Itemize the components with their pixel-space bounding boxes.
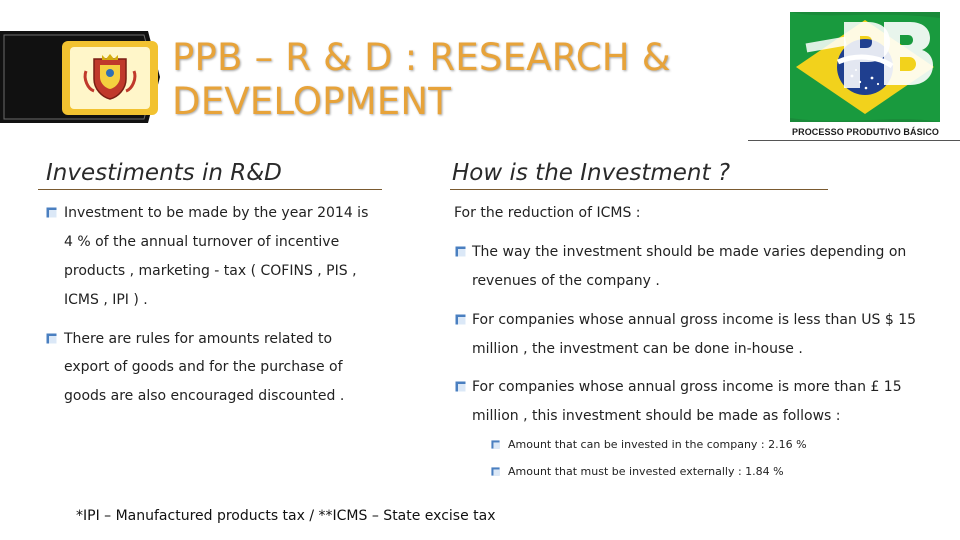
logo-caption: PROCESSO PRODUTIVO BÁSICO <box>792 127 940 137</box>
right-heading: How is the Investment ? <box>452 160 731 186</box>
title-line-1: PPB – R & D : RESEARCH & <box>172 36 671 79</box>
checkbox-bullet-icon <box>455 381 466 392</box>
footnote: *IPI – Manufactured products tax / **ICMS – State excise tax <box>76 508 496 524</box>
left-bullet1-line3: products , marketing - tax ( COFINS , PIS , <box>64 263 357 279</box>
left-bullet2-line2: export of goods and for the purchase of <box>64 359 343 375</box>
ppb-logo <box>786 10 960 145</box>
checkbox-bullet-icon <box>46 333 57 344</box>
right-sub-item-2: Amount that must be invested externally : 1.84 % <box>508 465 784 478</box>
left-bullet2-line3: goods are also encouraged discounted . <box>64 388 345 404</box>
right-intro: For the reduction of ICMS : <box>454 205 641 221</box>
left-heading: Investiments in R&D <box>46 160 282 186</box>
left-bullet1-line2: 4 % of the annual turnover of incentive <box>64 234 340 250</box>
header-emblem-banner <box>0 31 160 123</box>
right-bullet3-line1: For companies whose annual gross income is more than £ 15 <box>472 379 902 395</box>
left-bullet1-line4: ICMS , IPI ) . <box>64 292 148 308</box>
right-bullet2-line1: For companies whose annual gross income is less than US $ 15 <box>472 312 917 328</box>
right-bullet2-line2: million , the investment can be done in-house . <box>472 341 803 357</box>
coat-of-arms-icon <box>80 51 140 103</box>
right-bullet1-line1: The way the investment should be made varies depending on <box>472 244 907 260</box>
left-bullet1-line1: Investment to be made by the year 2014 is <box>64 205 369 221</box>
checkbox-bullet-icon <box>455 314 466 325</box>
left-heading-rule <box>38 189 382 190</box>
right-heading-rule <box>450 189 828 190</box>
right-bullet3-line2: million , this investment should be made as follows : <box>472 408 841 424</box>
title-line-2: DEVELOPMENT <box>172 80 452 123</box>
ppb-flag-logo-icon <box>786 10 960 125</box>
right-bullet1-line2: revenues of the company . <box>472 273 660 289</box>
checkbox-bullet-icon <box>455 246 466 257</box>
checkbox-bullet-icon <box>46 207 57 218</box>
checkbox-bullet-icon <box>491 467 500 476</box>
logo-divider <box>748 140 960 141</box>
checkbox-bullet-icon <box>491 440 500 449</box>
right-sub-item-1: Amount that can be invested in the company : 2.16 % <box>508 438 807 451</box>
page-title <box>172 36 732 124</box>
left-bullet2-line1: There are rules for amounts related to <box>64 331 333 347</box>
